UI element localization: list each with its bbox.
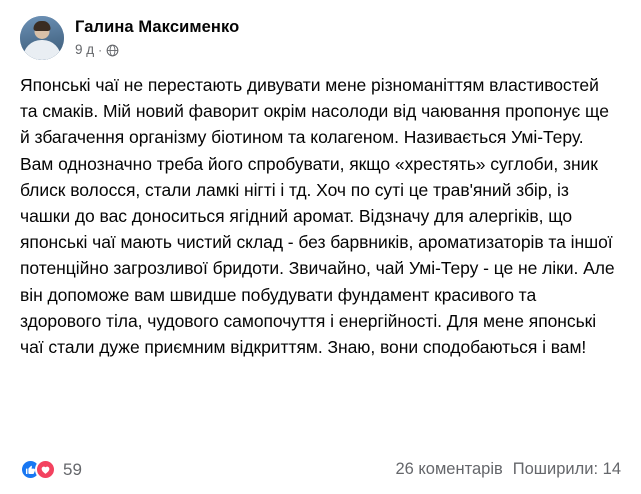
post-header-text <box>75 16 239 58</box>
author-name[interactable]: Галина Максименко <box>75 18 240 36</box>
post-meta <box>75 42 239 58</box>
meta-separator: · <box>98 43 103 57</box>
post-text: Японські чаї не перестають дивувати мене різноманіттям властивостей та смаків. Мій новий фаворит окрім насолоди від чаювання пропонує ще й збагачення організму біотином та колагеном. Називається Умі-Теру. Вам однозначно треба його спробувати, якщо «хрестять» суглоби, зник блиск волосся, стали ламкі нігті і тд. Хоч по суті це трав'яний збір, із чашки до вас доноситься ягідний аромат. Відзначу для алергіків, що японські чаї мають чистий склад - без барвників, ароматизаторів та іншої потенційно загрозливої бридоти. Звичайно, чай Умі-Теру - це не ліки. Але він допоможе вам швидше побудувати фундамент красивого та здорового тіла, чудового самопочуття і енергійності. Для мене японські чаї стали дуже приємним відкриттям. Знаю, вони сподобаються і вам! <box>20 75 615 358</box>
post-header <box>0 0 641 66</box>
reaction-icons <box>20 459 56 480</box>
post-timestamp[interactable]: 9 д <box>75 42 95 57</box>
avatar-hair-shape <box>34 21 51 31</box>
post-footer <box>0 459 641 494</box>
love-icon <box>35 459 56 480</box>
reactions-summary[interactable] <box>20 459 82 480</box>
globe-icon[interactable] <box>106 44 119 57</box>
comments-count[interactable]: 26 коментарів <box>395 460 503 478</box>
reaction-count: 59 <box>63 460 82 479</box>
avatar[interactable] <box>20 16 64 60</box>
shares-count[interactable]: Поширили: 14 <box>512 460 621 478</box>
footer-right <box>395 459 621 480</box>
post-body <box>0 66 641 453</box>
